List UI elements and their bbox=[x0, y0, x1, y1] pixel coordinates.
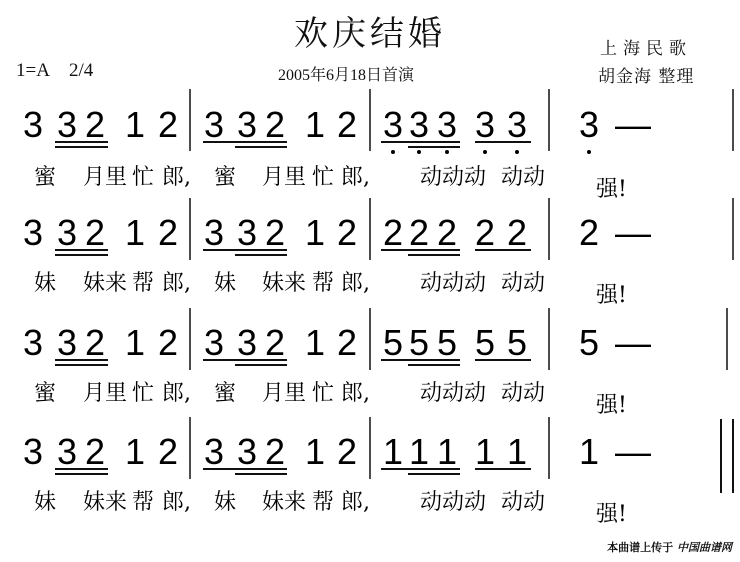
note: 2 bbox=[336, 322, 358, 363]
note: 2 bbox=[336, 212, 358, 253]
lyric: 郎, bbox=[341, 381, 370, 406]
note: 1 bbox=[436, 431, 458, 472]
lyric: 郎, bbox=[162, 381, 191, 406]
note: 2 bbox=[84, 104, 106, 145]
note: 5 bbox=[474, 322, 496, 363]
note: 2 bbox=[506, 212, 528, 253]
note: 3 bbox=[56, 431, 78, 472]
lyric: 动动动 bbox=[420, 381, 487, 406]
arranger-label: 胡金海 整理 bbox=[598, 67, 695, 87]
footer-text: 本曲谱上传于 bbox=[607, 541, 674, 554]
lyric: 动动 bbox=[501, 271, 546, 296]
upload-footer bbox=[607, 539, 732, 555]
lyric: 蜜 bbox=[214, 165, 237, 190]
note: 3 bbox=[506, 104, 528, 145]
note: 2 bbox=[84, 212, 106, 253]
note: 1 bbox=[124, 212, 146, 253]
lyric: 月里 bbox=[83, 381, 128, 406]
note: 1 bbox=[124, 431, 146, 472]
note: 2 bbox=[157, 322, 179, 363]
note: 1 bbox=[578, 431, 600, 472]
site-logo: 中国曲谱网 bbox=[677, 541, 732, 554]
octave-dot bbox=[587, 150, 591, 154]
note: 2 bbox=[264, 322, 286, 363]
lyric: 郎, bbox=[162, 490, 191, 515]
note: 1 bbox=[304, 104, 326, 145]
octave-dot bbox=[483, 150, 487, 154]
note: — bbox=[615, 431, 651, 472]
note: 3 bbox=[203, 322, 225, 363]
lyric: 蜜 bbox=[34, 165, 57, 190]
note: 1 bbox=[474, 431, 496, 472]
lyric: 动动 bbox=[501, 490, 546, 515]
note: 2 bbox=[264, 104, 286, 145]
lyric: 动动动 bbox=[420, 490, 487, 515]
note: 3 bbox=[474, 104, 496, 145]
note: 3 bbox=[236, 431, 258, 472]
note: 2 bbox=[336, 104, 358, 145]
octave-dot bbox=[391, 150, 395, 154]
note: 3 bbox=[22, 322, 44, 363]
note: — bbox=[615, 212, 651, 253]
lyric: 妹来 bbox=[83, 490, 128, 515]
lyric: 妹 bbox=[34, 271, 57, 296]
note: 3 bbox=[203, 104, 225, 145]
note: 1 bbox=[304, 212, 326, 253]
note: 2 bbox=[264, 212, 286, 253]
note: 3 bbox=[203, 431, 225, 472]
octave-dot bbox=[417, 150, 421, 154]
note: 3 bbox=[22, 104, 44, 145]
lyric: 忙 bbox=[312, 381, 335, 406]
lyric: 郎, bbox=[341, 490, 370, 515]
lyric: 动动 bbox=[501, 381, 546, 406]
lyric: 郎, bbox=[162, 271, 191, 296]
note: 2 bbox=[578, 212, 600, 253]
lyric: 动动动 bbox=[420, 165, 487, 190]
lyric: 妹来 bbox=[262, 490, 307, 515]
note: 1 bbox=[124, 322, 146, 363]
note: 2 bbox=[157, 431, 179, 472]
note: 2 bbox=[336, 431, 358, 472]
lyric: 动动动 bbox=[420, 271, 487, 296]
lyric: 郎, bbox=[341, 165, 370, 190]
octave-dot bbox=[515, 150, 519, 154]
note: 2 bbox=[84, 431, 106, 472]
premiere-date: 2005年6月18日首演 bbox=[278, 67, 415, 84]
note: — bbox=[615, 104, 651, 145]
note: 2 bbox=[436, 212, 458, 253]
lyric: 妹 bbox=[214, 490, 237, 515]
note: 3 bbox=[436, 104, 458, 145]
note: 3 bbox=[56, 322, 78, 363]
lyric: 强! bbox=[596, 177, 627, 202]
note: 2 bbox=[408, 212, 430, 253]
lyric: 忙 bbox=[132, 165, 155, 190]
note: — bbox=[615, 322, 651, 363]
note: 3 bbox=[236, 212, 258, 253]
note: 1 bbox=[506, 431, 528, 472]
lyric: 妹 bbox=[214, 271, 237, 296]
note: 2 bbox=[157, 104, 179, 145]
note: 2 bbox=[382, 212, 404, 253]
note: 5 bbox=[578, 322, 600, 363]
lyric: 强! bbox=[596, 393, 627, 418]
octave-dot bbox=[445, 150, 449, 154]
lyric: 帮 bbox=[132, 490, 155, 515]
lyric: 帮 bbox=[312, 490, 335, 515]
lyric: 月里 bbox=[262, 165, 307, 190]
key-signature: 1=A bbox=[16, 60, 50, 81]
note: 3 bbox=[56, 104, 78, 145]
note: 3 bbox=[236, 104, 258, 145]
note: 1 bbox=[124, 104, 146, 145]
note: 3 bbox=[22, 431, 44, 472]
lyric: 郎, bbox=[341, 271, 370, 296]
note: 3 bbox=[22, 212, 44, 253]
note: 5 bbox=[506, 322, 528, 363]
note: 1 bbox=[382, 431, 404, 472]
note: 3 bbox=[203, 212, 225, 253]
lyric: 帮 bbox=[132, 271, 155, 296]
note: 3 bbox=[236, 322, 258, 363]
lyric: 妹来 bbox=[262, 271, 307, 296]
lyric: 忙 bbox=[132, 381, 155, 406]
lyric: 忙 bbox=[312, 165, 335, 190]
song-title: 欢庆结婚 bbox=[294, 14, 446, 54]
lyric: 帮 bbox=[312, 271, 335, 296]
lyric: 蜜 bbox=[34, 381, 57, 406]
lyric: 蜜 bbox=[214, 381, 237, 406]
lyric: 妹 bbox=[34, 490, 57, 515]
note: 3 bbox=[408, 104, 430, 145]
note: 2 bbox=[474, 212, 496, 253]
lyric: 强! bbox=[596, 283, 627, 308]
note: 2 bbox=[84, 322, 106, 363]
lyric: 动动 bbox=[501, 165, 546, 190]
note: 3 bbox=[578, 104, 600, 145]
note: 5 bbox=[382, 322, 404, 363]
note: 5 bbox=[436, 322, 458, 363]
note: 3 bbox=[382, 104, 404, 145]
note: 2 bbox=[264, 431, 286, 472]
note: 2 bbox=[157, 212, 179, 253]
lyric: 强! bbox=[596, 502, 627, 527]
note: 3 bbox=[56, 212, 78, 253]
lyric: 月里 bbox=[83, 165, 128, 190]
note: 1 bbox=[408, 431, 430, 472]
genre-label: 上海民歌 bbox=[600, 39, 692, 59]
lyric: 月里 bbox=[262, 381, 307, 406]
lyric: 妹来 bbox=[83, 271, 128, 296]
note: 1 bbox=[304, 431, 326, 472]
note: 5 bbox=[408, 322, 430, 363]
time-signature: 2/4 bbox=[68, 60, 94, 81]
note: 1 bbox=[304, 322, 326, 363]
lyric: 郎, bbox=[162, 165, 191, 190]
